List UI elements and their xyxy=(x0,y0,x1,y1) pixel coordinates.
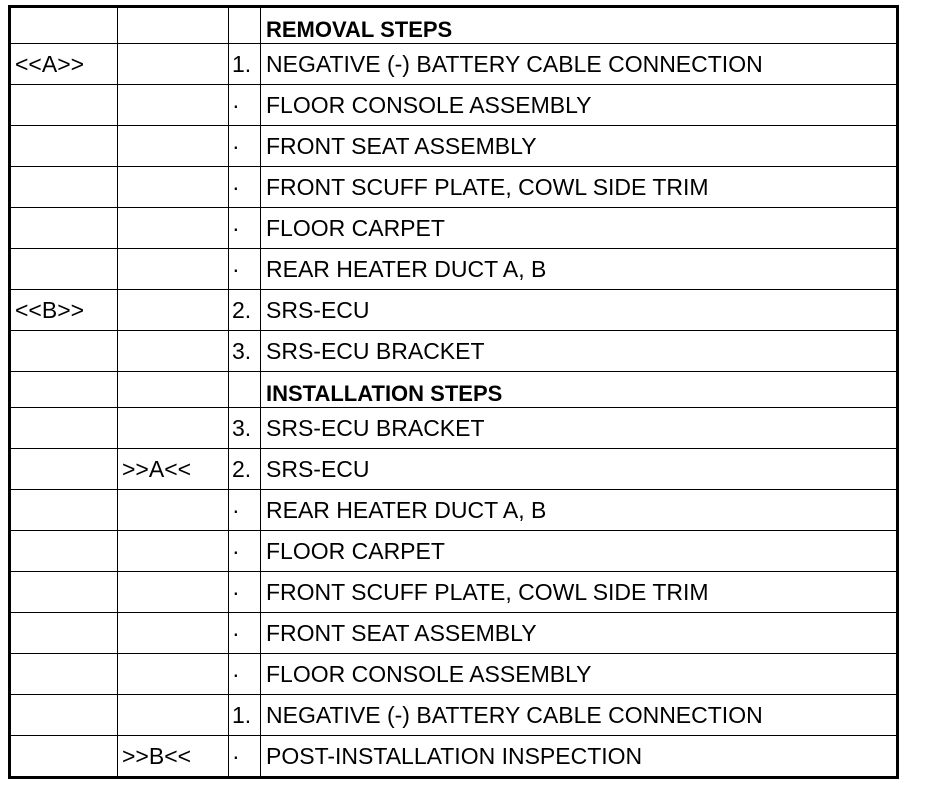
installation-note-cell xyxy=(118,44,229,85)
removal-note-cell: <<A>> xyxy=(10,44,118,85)
step-description-cell: POST-INSTALLATION INSPECTION xyxy=(261,736,898,778)
step-description-cell: FRONT SEAT ASSEMBLY xyxy=(261,126,898,167)
installation-note-cell xyxy=(118,7,229,44)
step-description-cell: SRS-ECU xyxy=(261,449,898,490)
installation-note-cell xyxy=(118,572,229,613)
step-number-cell: 3. xyxy=(229,331,261,372)
step-number-cell: · xyxy=(229,490,261,531)
installation-note-cell xyxy=(118,613,229,654)
step-number-cell: · xyxy=(229,167,261,208)
table-row xyxy=(10,408,898,449)
removal-note-cell: <<B>> xyxy=(10,290,118,331)
step-number-cell: · xyxy=(229,736,261,778)
step-description-cell: REAR HEATER DUCT A, B xyxy=(261,249,898,290)
table-row xyxy=(10,736,898,778)
removal-note-cell xyxy=(10,7,118,44)
removal-note-cell xyxy=(10,167,118,208)
installation-note-cell xyxy=(118,249,229,290)
removal-note-cell xyxy=(10,408,118,449)
step-number-cell: 1. xyxy=(229,695,261,736)
step-number-cell: · xyxy=(229,208,261,249)
step-description-cell: SRS-ECU BRACKET xyxy=(261,408,898,449)
removal-note-cell xyxy=(10,490,118,531)
step-number-cell xyxy=(229,372,261,408)
removal-note-cell xyxy=(10,531,118,572)
table-row xyxy=(10,490,898,531)
table-row xyxy=(10,85,898,126)
step-description-cell: SRS-ECU BRACKET xyxy=(261,331,898,372)
installation-note-cell: >>B<< xyxy=(118,736,229,778)
step-description-cell: FLOOR CONSOLE ASSEMBLY xyxy=(261,654,898,695)
removal-note-cell xyxy=(10,249,118,290)
steps-table xyxy=(8,5,899,779)
installation-note-cell xyxy=(118,126,229,167)
installation-note-cell xyxy=(118,331,229,372)
removal-note-cell xyxy=(10,331,118,372)
step-number-cell: 2. xyxy=(229,290,261,331)
step-description-cell: REAR HEATER DUCT A, B xyxy=(261,490,898,531)
step-number-cell: · xyxy=(229,613,261,654)
installation-note-cell xyxy=(118,85,229,126)
removal-note-cell xyxy=(10,736,118,778)
installation-note-cell xyxy=(118,654,229,695)
step-number-cell: 1. xyxy=(229,44,261,85)
table-row xyxy=(10,695,898,736)
step-number-cell: · xyxy=(229,126,261,167)
removal-note-cell xyxy=(10,372,118,408)
step-description-cell: NEGATIVE (-) BATTERY CABLE CONNECTION xyxy=(261,695,898,736)
installation-note-cell xyxy=(118,695,229,736)
removal-note-cell xyxy=(10,208,118,249)
step-number-cell: · xyxy=(229,85,261,126)
steps-table-body xyxy=(10,7,898,778)
section-header-row xyxy=(10,372,898,408)
removal-note-cell xyxy=(10,449,118,490)
removal-note-cell xyxy=(10,695,118,736)
step-description-cell: FLOOR CARPET xyxy=(261,208,898,249)
installation-note-cell xyxy=(118,490,229,531)
table-row xyxy=(10,449,898,490)
step-description-cell: FRONT SCUFF PLATE, COWL SIDE TRIM xyxy=(261,572,898,613)
step-number-cell: · xyxy=(229,654,261,695)
table-row xyxy=(10,572,898,613)
installation-note-cell xyxy=(118,408,229,449)
installation-note-cell xyxy=(118,372,229,408)
removal-note-cell xyxy=(10,654,118,695)
step-number-cell: 2. xyxy=(229,449,261,490)
section-header-row xyxy=(10,7,898,44)
table-row xyxy=(10,531,898,572)
step-number-cell: · xyxy=(229,249,261,290)
step-description-cell: FRONT SCUFF PLATE, COWL SIDE TRIM xyxy=(261,167,898,208)
installation-note-cell xyxy=(118,290,229,331)
step-description-cell: NEGATIVE (-) BATTERY CABLE CONNECTION xyxy=(261,44,898,85)
removal-note-cell xyxy=(10,85,118,126)
removal-note-cell xyxy=(10,126,118,167)
table-row xyxy=(10,44,898,85)
installation-note-cell xyxy=(118,531,229,572)
table-row xyxy=(10,249,898,290)
step-number-cell xyxy=(229,7,261,44)
step-number-cell: · xyxy=(229,531,261,572)
step-description-cell: FRONT SEAT ASSEMBLY xyxy=(261,613,898,654)
removal-note-cell xyxy=(10,613,118,654)
table-row xyxy=(10,654,898,695)
step-description-cell: SRS-ECU xyxy=(261,290,898,331)
table-row xyxy=(10,167,898,208)
step-description-cell: FLOOR CARPET xyxy=(261,531,898,572)
section-heading: INSTALLATION STEPS xyxy=(261,372,898,408)
step-number-cell: 3. xyxy=(229,408,261,449)
installation-note-cell xyxy=(118,208,229,249)
table-row xyxy=(10,208,898,249)
table-row xyxy=(10,613,898,654)
removal-note-cell xyxy=(10,572,118,613)
table-row xyxy=(10,331,898,372)
installation-note-cell xyxy=(118,167,229,208)
installation-note-cell: >>A<< xyxy=(118,449,229,490)
table-row xyxy=(10,290,898,331)
section-heading: REMOVAL STEPS xyxy=(261,7,898,44)
table-row xyxy=(10,126,898,167)
step-description-cell: FLOOR CONSOLE ASSEMBLY xyxy=(261,85,898,126)
step-number-cell: · xyxy=(229,572,261,613)
